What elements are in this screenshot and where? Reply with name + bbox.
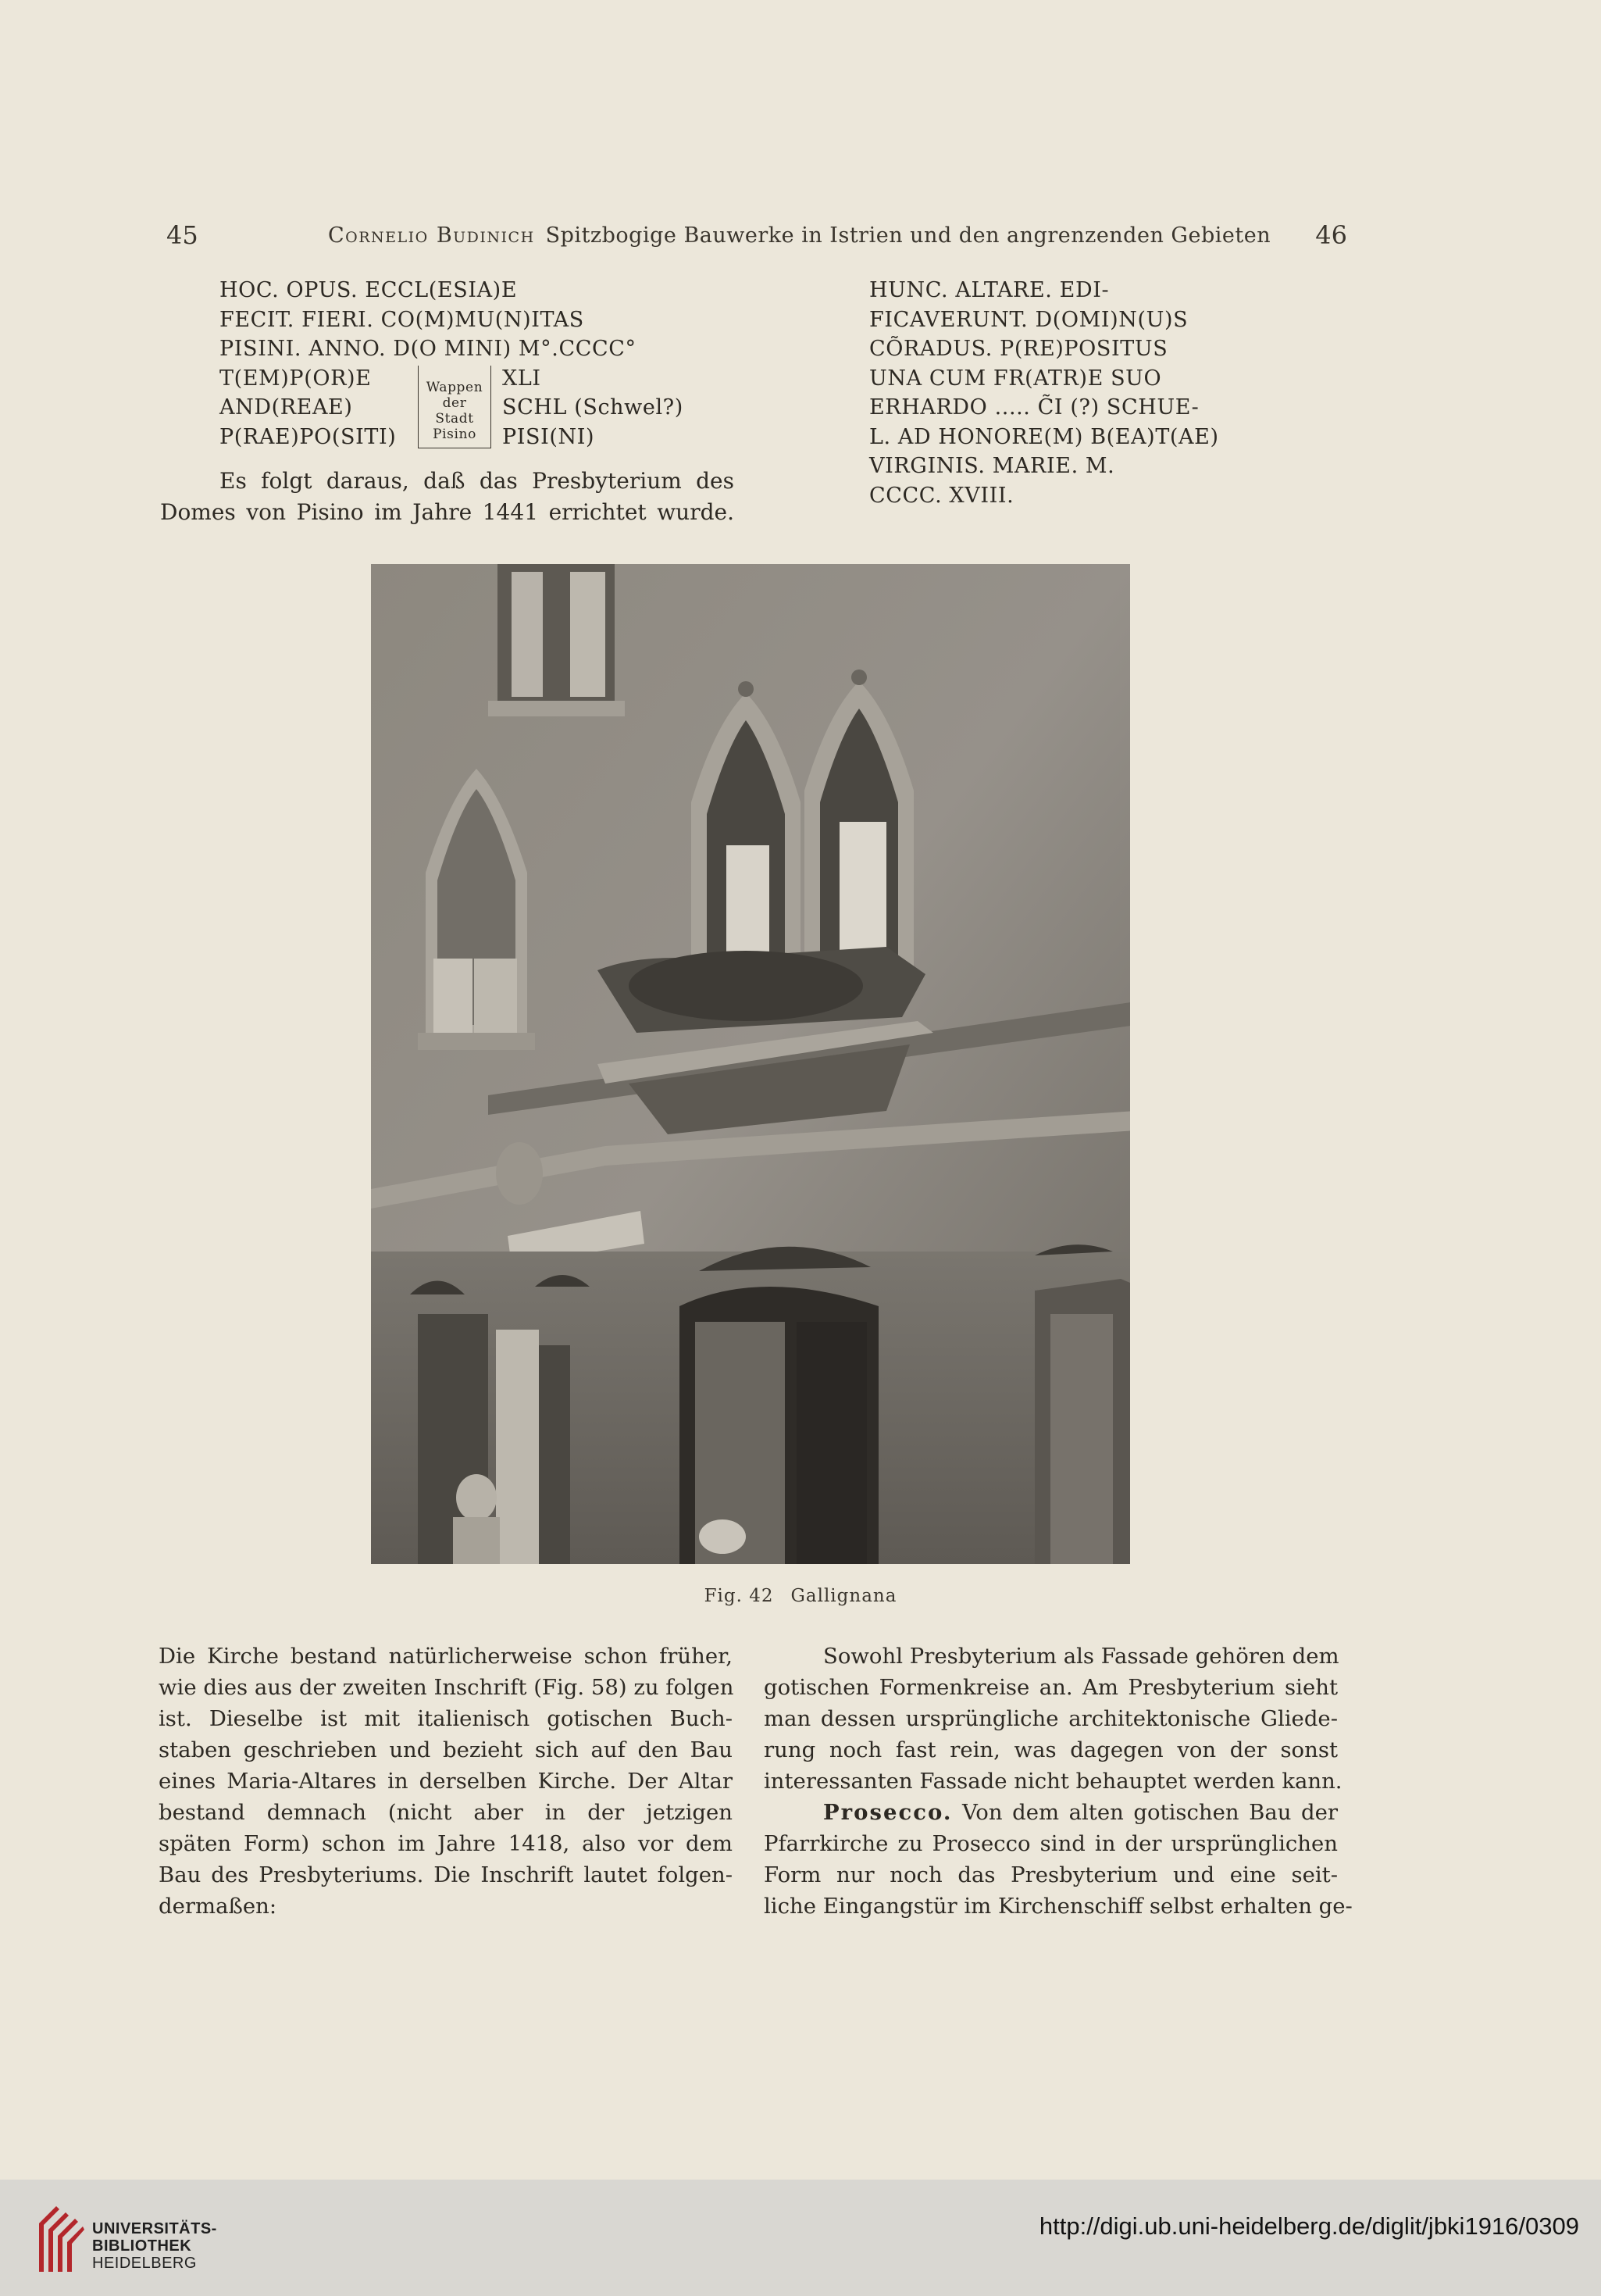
inscription-pisino <box>219 276 683 452</box>
text-line: interessanten Fassade nicht behauptet werden kann. <box>764 1769 1342 1794</box>
page-number-left: 45 <box>166 220 198 250</box>
coat-label: Wappen <box>426 379 483 395</box>
prosecco-lead-line <box>764 1797 1338 1828</box>
text-fragment: Von dem alten gotischen Bau der <box>961 1800 1338 1825</box>
figure-number: Fig. 42 <box>704 1586 774 1606</box>
text-line: man dessen ursprüngliche architektonische Gliede- <box>764 1706 1338 1731</box>
body-column-right <box>764 1641 1353 1922</box>
inscription-line: PISINI. ANNO. D(O MINI) M°.CCCC° <box>219 337 636 361</box>
page-number-right: 46 <box>1315 220 1347 250</box>
inscription-cell: P(RAE)PO(SITI) <box>219 424 397 449</box>
inscription-cell: XLI <box>502 366 541 391</box>
inscription-line: HOC. OPUS. ECCL(ESIA)E <box>219 278 518 302</box>
inscription-line: FICAVERUNT. D(OMI)N(U)S <box>869 307 1189 332</box>
text-line: Es folgt daraus, daß das Presbyterium des <box>219 468 734 494</box>
library-name-line: BIBLIOTHEK <box>92 2237 192 2255</box>
section-heading-prosecco: Prosecco. <box>823 1800 953 1825</box>
library-name-line: UNIVERSITÄTS- <box>92 2220 217 2237</box>
figure-photograph <box>371 564 1130 1564</box>
inscription-line: ERHARDO ..... C̃I (?) SCHUE- <box>869 395 1200 420</box>
running-head <box>160 220 1347 252</box>
inscription-line: FECIT. FIERI. CO(M)MU(N)ITAS <box>219 307 584 332</box>
text-line: gotischen Formenkreise an. Am Presbyterium sieht <box>764 1675 1338 1700</box>
text-line: Die Kirche bestand natürlicherweise schon früher, <box>159 1644 733 1669</box>
gallignana-facade-illustration <box>371 564 1130 1564</box>
text-line: dermaßen: <box>159 1894 277 1919</box>
inscription-line: CCCC. XVIII. <box>869 483 1014 508</box>
text-line: späten Form) schon im Jahre 1418, also vor dem <box>159 1831 733 1856</box>
library-name-line: HEIDELBERG <box>92 2255 197 2272</box>
inscription-cell: AND(REAE) <box>219 395 353 420</box>
inscription-line: VIRGINIS. MARIE. M. <box>869 454 1115 478</box>
text-line: Sowohl Presbyterium als Fassade gehören dem <box>823 1644 1339 1669</box>
figure-caption <box>0 1586 1601 1606</box>
running-title <box>328 223 1271 248</box>
permalink-url[interactable]: http://digi.ub.uni-heidelberg.de/diglit/jbki1916/0309 <box>1039 2212 1579 2240</box>
text-line: liche Eingangstür im Kirchenschiff selbst erhalten ge- <box>764 1894 1353 1919</box>
inscription-cell: T(EM)P(OR)E <box>219 366 372 391</box>
inscription-altar <box>869 276 1219 510</box>
figure-title: Gallignana <box>790 1586 897 1606</box>
coat-of-arms-placeholder <box>418 366 491 448</box>
text-line: bestand demnach (nicht aber in der jetzigen <box>159 1800 733 1825</box>
coat-label: Stadt <box>435 410 474 427</box>
inscription-coat-block <box>219 364 683 452</box>
body-column-left <box>159 1641 733 1922</box>
text-line: eines Maria-Altares in derselben Kirche. Der Altar <box>159 1769 733 1794</box>
inscription-cell: SCHL (Schwel?) <box>502 395 683 420</box>
text-line: Pfarrkirche zu Prosecco sind in der ursprünglichen <box>764 1831 1338 1856</box>
text-line: wie dies aus der zweiten Inschrift (Fig. 58) zu folgen <box>159 1675 734 1700</box>
digitization-footer <box>0 2180 1601 2296</box>
inscription-line: L. AD HONORE(M) B(EA)T(AE) <box>869 424 1219 449</box>
text-line: rung noch fast rein, was dagegen von der sonst <box>764 1737 1338 1762</box>
text-line: ist. Dieselbe ist mit italienisch gotischen Buch- <box>159 1706 733 1731</box>
inscription-line: UNA CUM FR(ATR)E SUO <box>869 366 1162 391</box>
library-name <box>92 2220 217 2272</box>
book-title: Spitzbogige Bauwerke in Istrien und den angrenzenden Gebieten <box>545 223 1271 248</box>
text-line: Form nur noch das Presbyterium und eine seit- <box>764 1862 1338 1887</box>
coat-label: Pisino <box>433 426 476 442</box>
inscription-line: HUNC. ALTARE. EDI- <box>869 278 1110 302</box>
text-line: Bau des Presbyteriums. Die Inschrift lautet folgen- <box>159 1862 733 1887</box>
inscription-line: CÕRADUS. P(RE)POSITUS <box>869 337 1168 361</box>
text-line: Domes von Pisino im Jahre 1441 errichtet wurde. <box>160 499 734 525</box>
coat-label: der <box>442 395 467 411</box>
inscription-cell: PISI(NI) <box>502 424 595 449</box>
author-name: Cornelio Budinich <box>328 223 535 248</box>
text-line: staben geschrieben und bezieht sich auf den Bau <box>159 1737 733 1762</box>
conclusion-paragraph <box>160 466 734 528</box>
library-logo-icon <box>33 2200 87 2278</box>
